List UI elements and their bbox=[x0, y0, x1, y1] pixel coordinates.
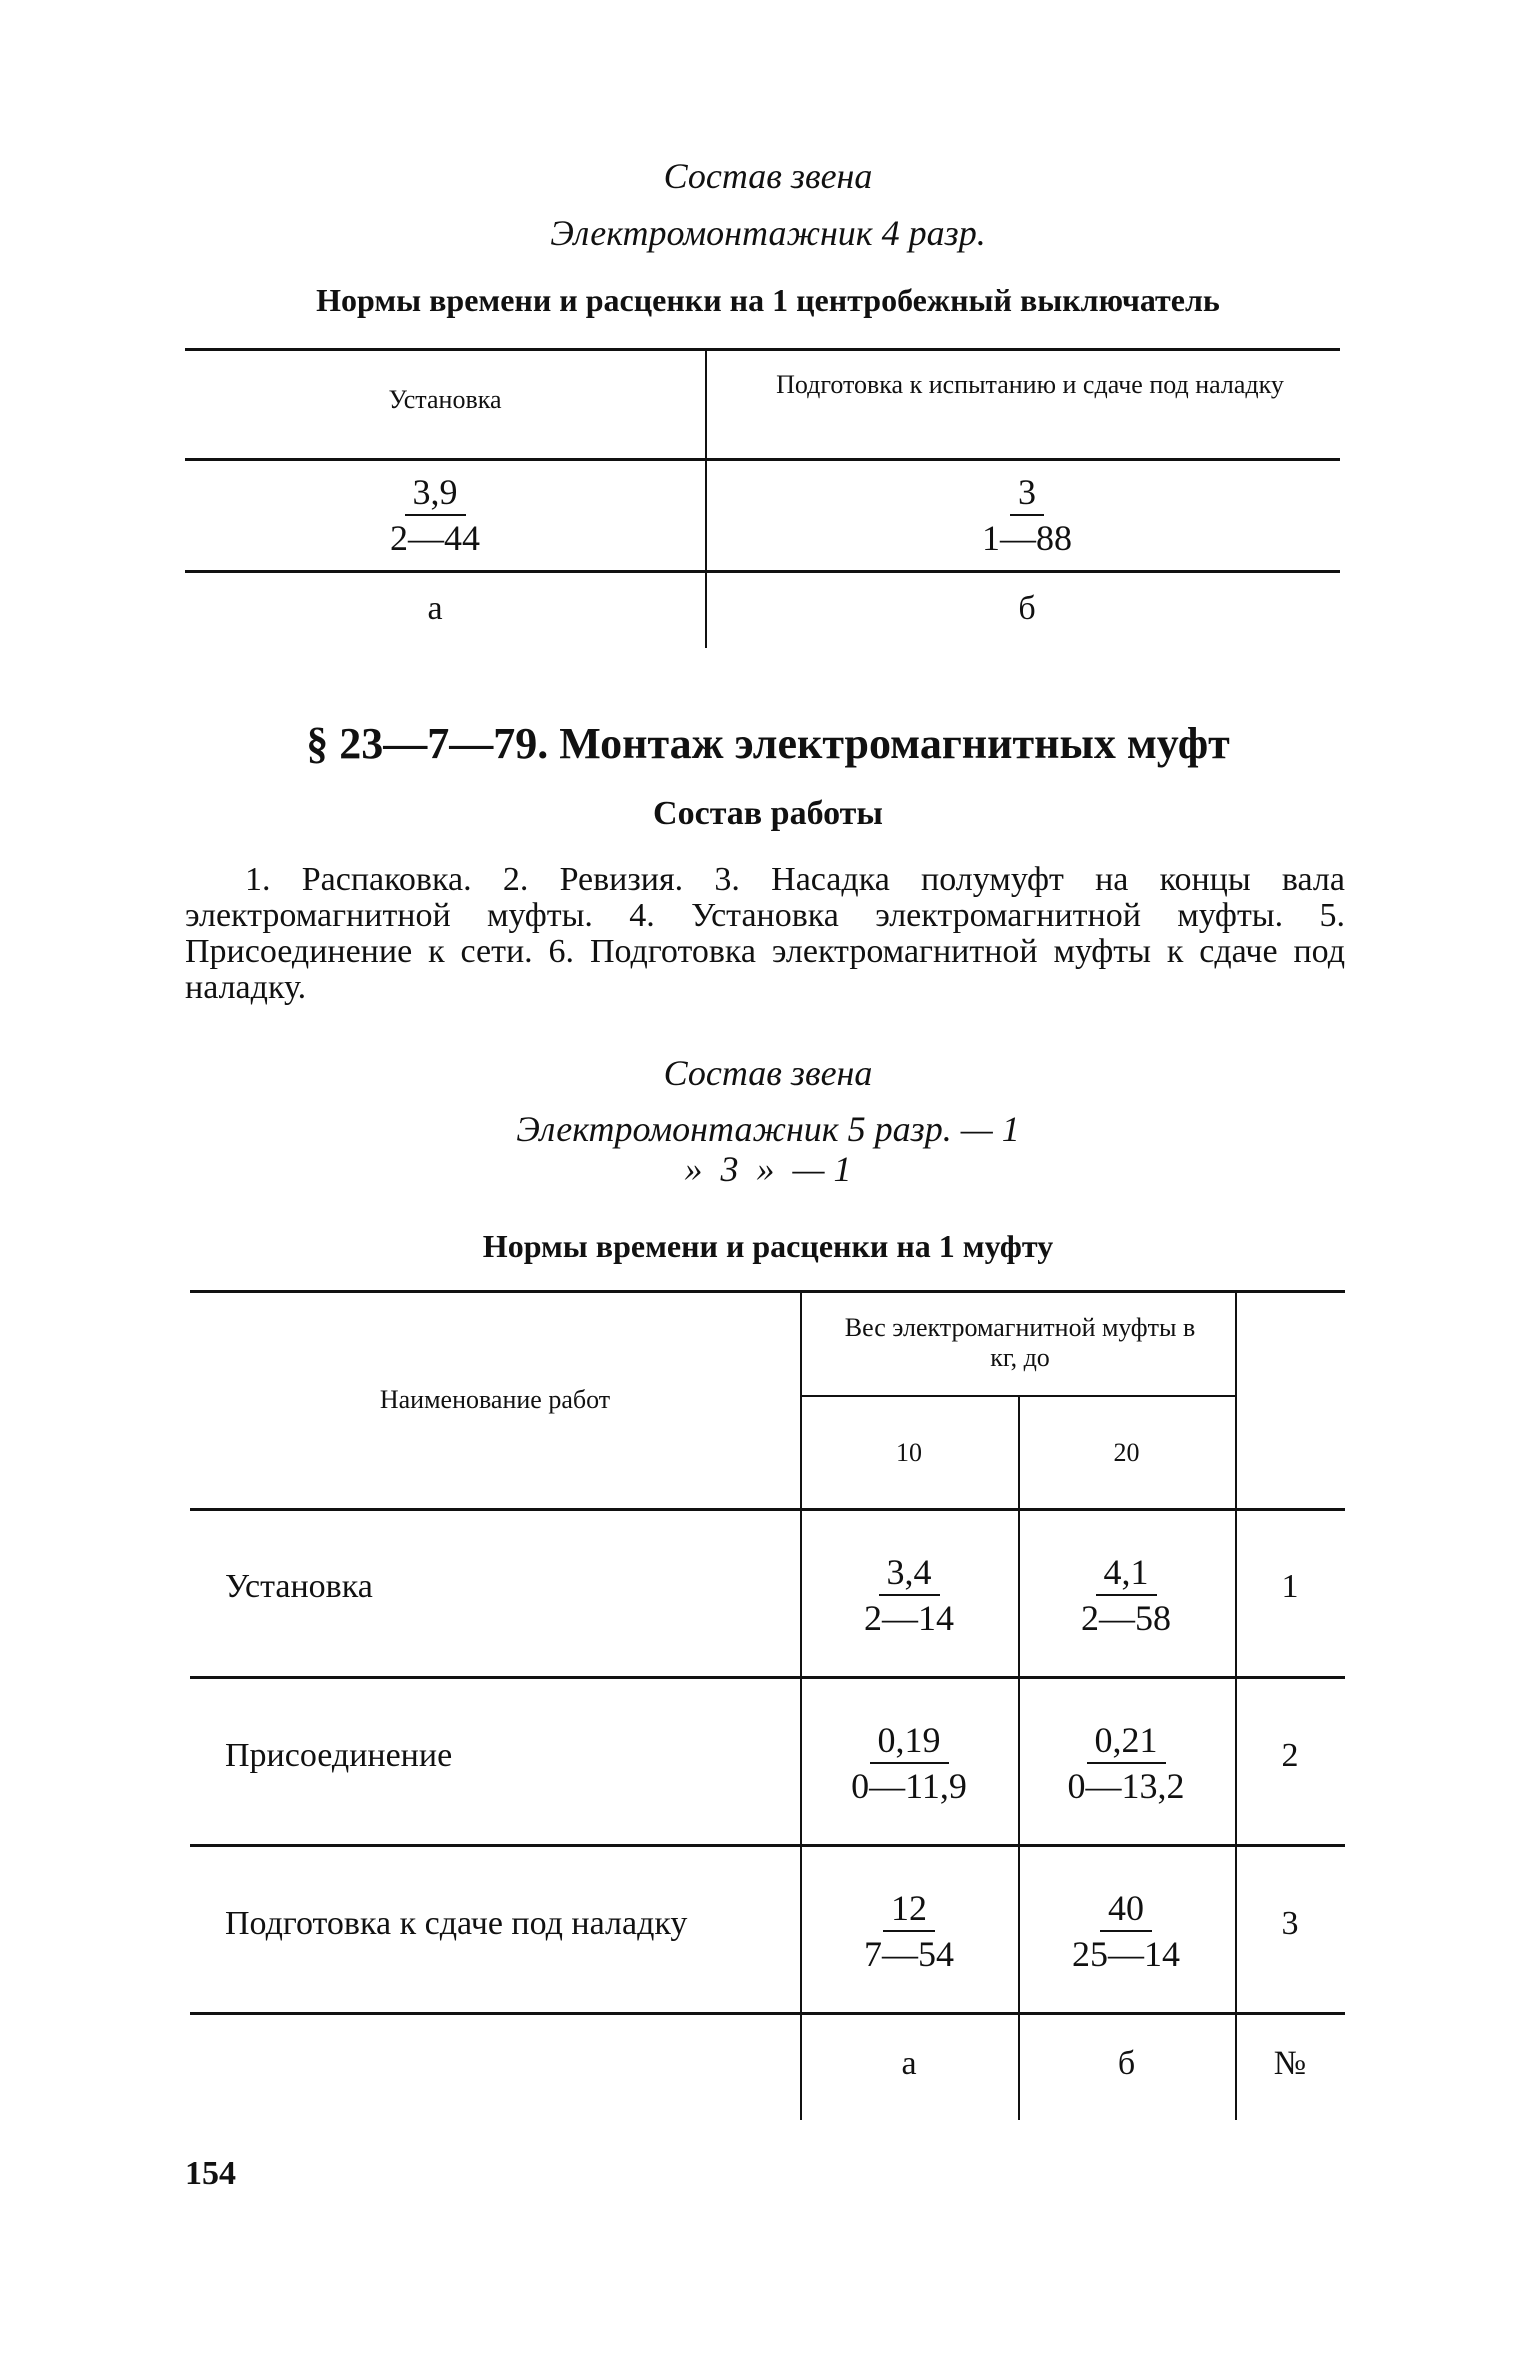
footer-number-sign: № bbox=[1273, 2045, 1307, 2082]
row-2-b-time: 0,21 bbox=[1087, 1718, 1166, 1764]
footer-letter-b: б bbox=[1117, 2045, 1136, 2082]
row-2-value-a bbox=[809, 1718, 1009, 1808]
crew-line-1: Электромонтажник 5 разр. — 1 bbox=[516, 1109, 1020, 1149]
row-3-number: 3 bbox=[1281, 1905, 1299, 1942]
table-1-header-rule bbox=[185, 458, 1340, 461]
table-2-header-rule bbox=[190, 1508, 1345, 1511]
row-1-value-a bbox=[809, 1550, 1009, 1640]
header-work-name: Наименование работ bbox=[379, 1385, 611, 1414]
row-3-value-b bbox=[1026, 1886, 1226, 1976]
header-preparation: Подготовка к испытанию и сдаче под наладку bbox=[776, 370, 1284, 399]
row-1-b-time: 4,1 bbox=[1096, 1550, 1157, 1596]
work-label: Состав работы bbox=[653, 795, 883, 832]
row-2-b-price: 0—13,2 bbox=[1067, 1766, 1185, 1806]
row-name-preparation: Подготовка к сдаче под наладку bbox=[225, 1905, 688, 1942]
row-2-a-time: 0,19 bbox=[870, 1718, 949, 1764]
header-weight-20: 20 bbox=[1113, 1438, 1140, 1467]
col-divider-name bbox=[800, 1290, 802, 2120]
table-title-2: Нормы времени и расценки на 1 муфту bbox=[482, 1228, 1054, 1264]
letter-a-1: а bbox=[427, 590, 443, 627]
row-2-a-price: 0—11,9 bbox=[851, 1766, 967, 1806]
crew-line-2: » 3 » — 1 bbox=[684, 1149, 852, 1189]
table-1-top-rule bbox=[185, 348, 1340, 351]
row-name-connection: Присоединение bbox=[225, 1737, 453, 1774]
row-name-installation: Установка bbox=[225, 1568, 373, 1605]
row-3-rule bbox=[190, 2012, 1345, 2015]
value-preparation-time: 3 bbox=[1010, 470, 1044, 516]
row-1-a-time: 3,4 bbox=[879, 1550, 940, 1596]
footer-letter-a: а bbox=[901, 2045, 917, 2082]
value-installation-time: 3,9 bbox=[405, 470, 466, 516]
work-description: 1. Распаковка. 2. Ревизия. 3. Насадка полумуфт на концы вала электромагнитной муфты. 4. Установка электромагнитной муфты. 5. Присоединение к сети. 6. Подготовка электромагнитной муфты к сдаче под наладку. bbox=[185, 861, 1345, 1006]
crew-label-1: Состав звена bbox=[663, 156, 873, 196]
header-weight-10: 10 bbox=[896, 1438, 922, 1467]
row-2-rule bbox=[190, 1844, 1345, 1847]
value-installation bbox=[335, 470, 535, 560]
crew-label-2: Состав звена bbox=[663, 1053, 873, 1093]
row-1-value-b bbox=[1026, 1550, 1226, 1640]
row-3-value-a bbox=[809, 1886, 1009, 1976]
row-3-a-price: 7—54 bbox=[864, 1934, 954, 1974]
col-divider-number bbox=[1235, 1290, 1237, 2120]
row-3-b-time: 40 bbox=[1100, 1886, 1152, 1932]
row-1-number: 1 bbox=[1281, 1568, 1299, 1605]
row-1-b-price: 2—58 bbox=[1081, 1598, 1171, 1638]
value-installation-price: 2—44 bbox=[390, 518, 480, 558]
header-weight: Вес электромагнитной муфты в кг, до bbox=[844, 1313, 1196, 1372]
section-heading: § 23—7—79. Монтаж электромагнитных муфт bbox=[306, 719, 1230, 768]
table-title-1: Нормы времени и расценки на 1 центробежный выключатель bbox=[316, 282, 1220, 318]
value-preparation bbox=[927, 470, 1127, 560]
row-3-b-price: 25—14 bbox=[1072, 1934, 1180, 1974]
table-1-body-rule bbox=[185, 570, 1340, 573]
row-3-a-time: 12 bbox=[883, 1886, 935, 1932]
row-1-rule bbox=[190, 1676, 1345, 1679]
crew-member-1: Электромонтажник 4 разр. bbox=[550, 213, 986, 253]
col-divider-weight bbox=[1018, 1395, 1020, 2120]
row-2-value-b bbox=[1026, 1718, 1226, 1808]
table-2-top-rule bbox=[190, 1290, 1345, 1293]
row-2-number: 2 bbox=[1281, 1737, 1299, 1774]
row-1-a-price: 2—14 bbox=[864, 1598, 954, 1638]
letter-b-1: б bbox=[1018, 590, 1036, 627]
page-number: 154 bbox=[185, 2155, 236, 2192]
table-1-col-divider bbox=[705, 348, 707, 648]
header-installation: Установка bbox=[388, 385, 502, 414]
value-preparation-price: 1—88 bbox=[982, 518, 1072, 558]
